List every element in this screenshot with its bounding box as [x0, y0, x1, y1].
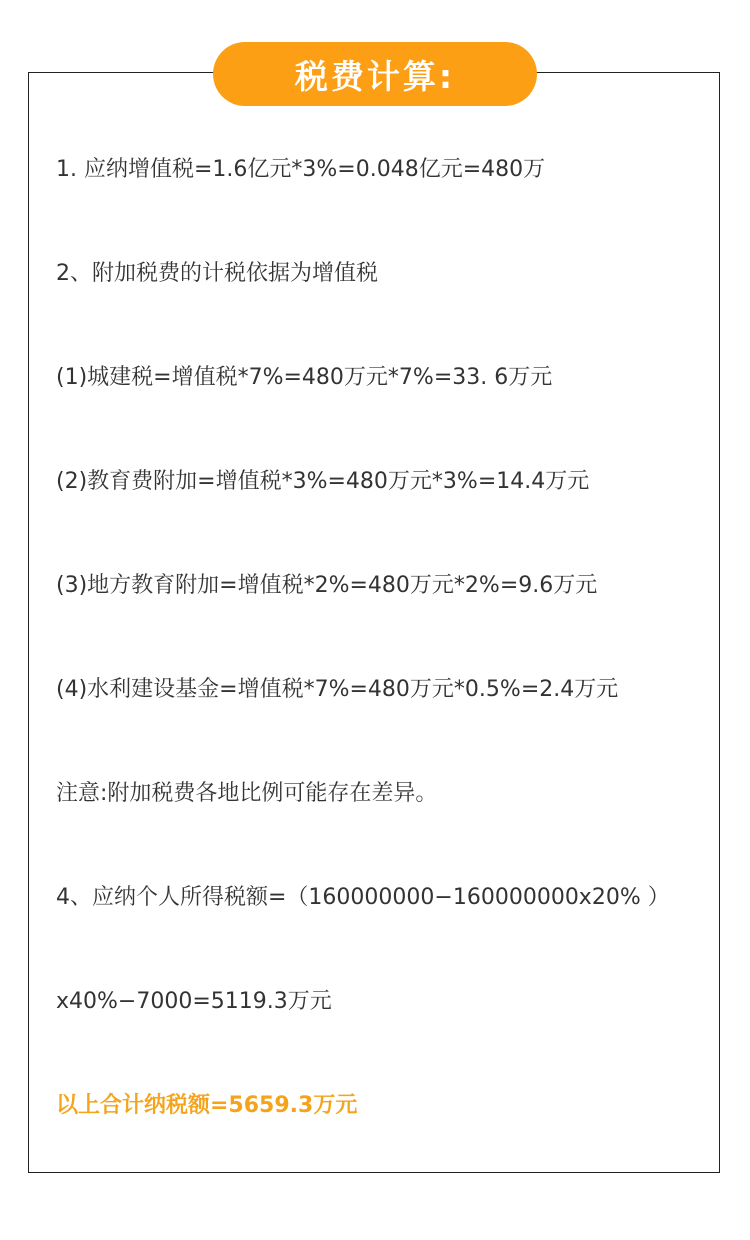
income-tax-result-line: x40%−7000=5119.3万元 — [56, 989, 332, 1014]
total-tax-line: 以上合计纳税额=5659.3万元 — [56, 1093, 358, 1118]
vat-calculation-line: 1. 应纳增值税=1.6亿元*3%=0.048亿元=480万 — [56, 157, 546, 182]
surcharge-basis-line: 2、附加税费的计税依据为增值税 — [56, 261, 378, 286]
local-education-surcharge-line: (3)地方教育附加=增值税*2%=480万元*2%=9.6万元 — [56, 573, 598, 598]
city-construction-tax-line: (1)城建税=增值税*7%=480万元*7%=33. 6万元 — [56, 365, 553, 390]
income-tax-formula-line: 4、应纳个人所得税额=（160000000−160000000x20% ） — [56, 885, 670, 910]
water-conservancy-fund-line: (4)水利建设基金=增值税*7%=480万元*0.5%=2.4万元 — [56, 677, 619, 702]
regional-difference-note: 注意:附加税费各地比例可能存在差异。 — [56, 781, 438, 806]
page-title: 税费计算: — [294, 56, 456, 96]
title-badge — [213, 42, 537, 106]
education-surcharge-line: (2)教育费附加=增值税*3%=480万元*3%=14.4万元 — [56, 469, 590, 494]
